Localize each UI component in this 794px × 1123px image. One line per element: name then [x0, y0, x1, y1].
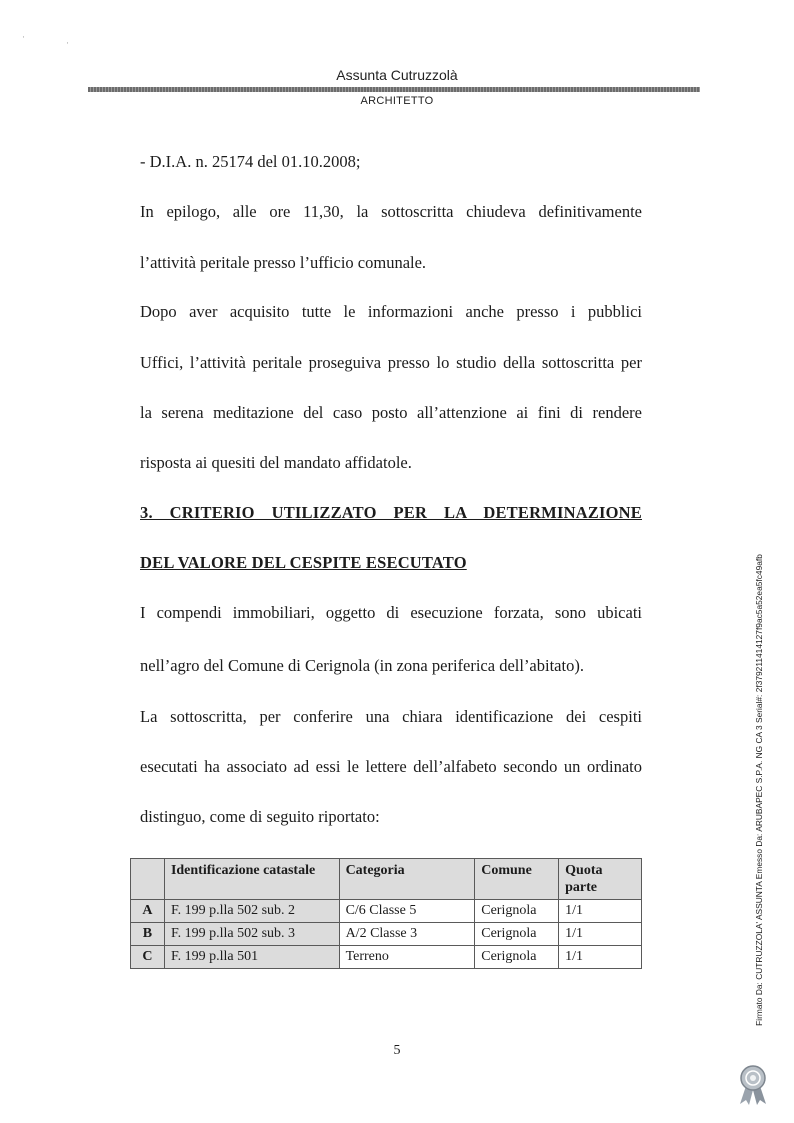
compendi-line-1: I compendi immobiliari, oggetto di esecuzione forzata, sono ubicati	[140, 603, 642, 622]
scan-speck: ·	[66, 38, 69, 48]
row-key: C	[131, 946, 165, 969]
table-header-row	[131, 859, 642, 900]
header-cell: Comune	[475, 859, 559, 900]
table-cell: 1/1	[559, 946, 642, 969]
table-cell: A/2 Classe 3	[339, 923, 475, 946]
table-cell: F. 199 p.lla 502 sub. 2	[164, 900, 339, 923]
header-cell: Quota parte	[559, 859, 642, 900]
epilogue-line-1: In epilogo, alle ore 11,30, la sottoscritta chiudeva definitivamente	[140, 202, 642, 221]
header-cell: Identificazione catastale	[164, 859, 339, 900]
table-cell: Cerignola	[475, 900, 559, 923]
table-row	[131, 900, 642, 923]
header-cell	[131, 859, 165, 900]
signature-seal-icon	[735, 1064, 771, 1106]
compendi-line-2: nell’agro del Comune di Cerignola (in zona periferica dell’abitato).	[140, 656, 584, 675]
header-rule	[88, 87, 700, 92]
section-heading-line-1: 3. CRITERIO UTILIZZATO PER LA DETERMINAZIONE	[140, 503, 642, 522]
header-title: ARCHITETTO	[360, 95, 434, 107]
table-cell: 1/1	[559, 900, 642, 923]
table-cell: 1/1	[559, 923, 642, 946]
cadastral-table	[130, 858, 642, 969]
after-line-2: Uffici, l’attività peritale proseguiva presso lo studio della sottoscritta per	[140, 353, 642, 372]
epilogue-line-2: l’attività peritale presso l’ufficio comunale.	[140, 253, 427, 272]
row-key: A	[131, 900, 165, 923]
row-key: B	[131, 923, 165, 946]
table-cell: Cerignola	[475, 946, 559, 969]
table-row	[131, 923, 642, 946]
after-line-1: Dopo aver acquisito tutte le informazioni anche presso i pubblici	[140, 302, 642, 321]
table-cell: Terreno	[339, 946, 475, 969]
table-row	[131, 946, 642, 969]
table-cell: F. 199 p.lla 501	[164, 946, 339, 969]
table-cell: Cerignola	[475, 923, 559, 946]
dia-line: - D.I.A. n. 25174 del 01.10.2008;	[140, 152, 361, 171]
ident-line-3: distinguo, come di seguito riportato:	[140, 807, 380, 826]
ident-line-2: esecutati ha associato ad essi le lettere dell’alfabeto secondo un ordinato	[140, 757, 642, 776]
table-cell: F. 199 p.lla 502 sub. 3	[164, 923, 339, 946]
digital-signature-text: Firmato Da: CUTRUZZOLA' ASSUNTA Emesso Da: ARUBAPEC S.P.A. NG CA 3 Serial#: 2f379211414127f9ac5a52ea5fc49afb	[754, 554, 764, 1026]
table-cell: C/6 Classe 5	[339, 900, 475, 923]
header-name: Assunta Cutruzzolà	[336, 67, 458, 83]
header-cell: Categoria	[339, 859, 475, 900]
ident-line-1: La sottoscritta, per conferire una chiara identificazione dei cespiti	[140, 707, 642, 726]
page-number: 5	[393, 1043, 401, 1058]
after-line-3: la serena meditazione del caso posto all’attenzione ai fini di rendere	[140, 403, 642, 422]
scan-speck: ·	[22, 32, 25, 42]
section-heading-line-2: DEL VALORE DEL CESPITE ESECUTATO	[140, 553, 467, 572]
after-line-4: risposta ai quesiti del mandato affidatole.	[140, 453, 412, 472]
